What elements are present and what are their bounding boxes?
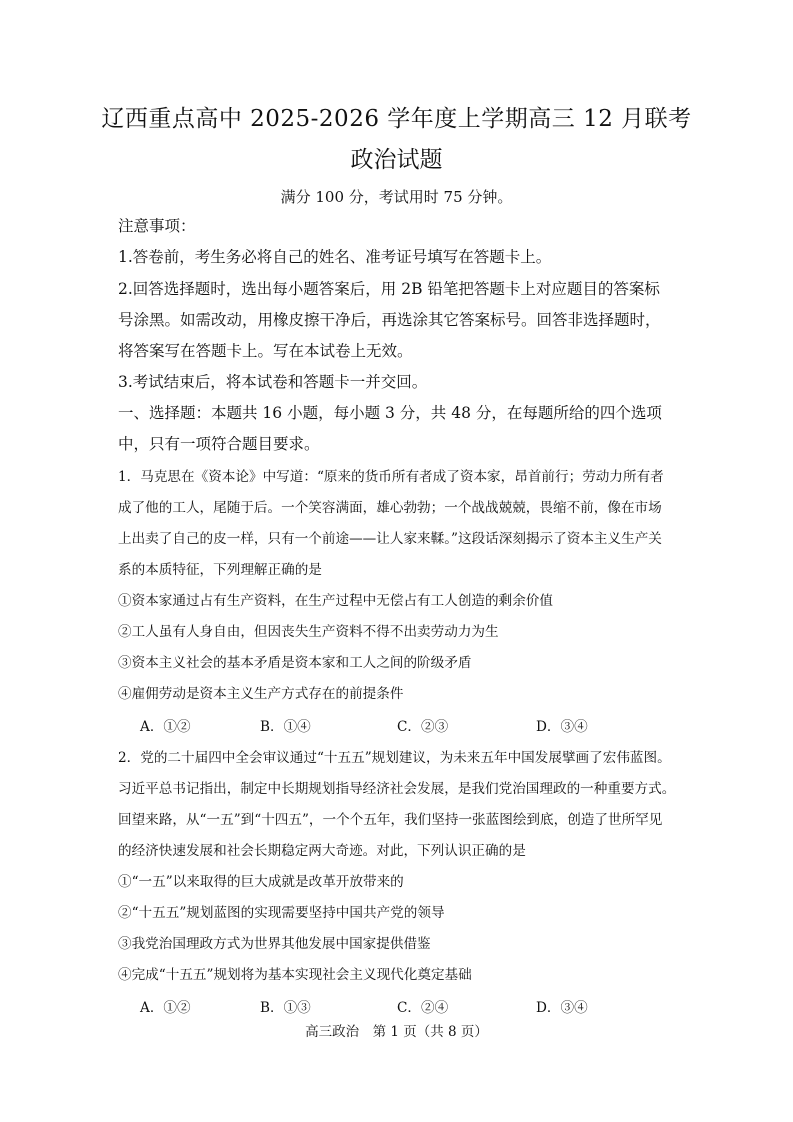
question-stem-line: 系的本质特征，下列理解正确的是 (118, 562, 322, 578)
section-heading-line: 中，只有一项符合题目要求。 (118, 435, 320, 453)
option-d: D．③④ (536, 1000, 588, 1016)
note-line: 2.回答选择题时，选出每小题答案后，用 2B 铅笔把答题卡上对应题目的答案标 (118, 280, 660, 298)
option-c: C．②③ (397, 719, 449, 735)
question-stem-line: 习近平总书记指出，制定中长期规划指导经济社会发展，是我们党治国理政的一种重要方式。 (118, 781, 676, 797)
option-c: C．②④ (397, 1000, 449, 1016)
question-stem-line: 2．党的二十届四中全会审议通过“十五五”规划建议，为未来五年中国发展擘画了宏伟蓝图。 (118, 750, 671, 766)
statement-item: ①“一五”以来取得的巨大成就是改革开放带来的 (118, 874, 404, 890)
option-b: B．①④ (260, 719, 311, 735)
option-b: B．①③ (260, 1000, 311, 1016)
statement-item: ②工人虽有人身自由，但因丧失生产资料不得不出卖劳动力为生 (118, 624, 499, 640)
notes-heading: 注意事项： (118, 217, 196, 235)
question-stem-line: 的经济快速发展和社会长期稳定两大奇迹。对此，下列认识正确的是 (118, 843, 526, 859)
score-info: 满分 100 分，考试用时 75 分钟。 (280, 188, 513, 206)
note-line: 号涂黑。如需改动，用橡皮擦干净后，再选涂其它答案标号。回答非选择题时， (118, 311, 661, 329)
note-line: 3.考试结束后，将本试卷和答题卡一并交回。 (118, 373, 428, 391)
statement-item: ③我党治国理政方式为世界其他发展中国家提供借鉴 (118, 936, 431, 952)
exam-title: 辽西重点高中 2025-2026 学年度上学期高三 12 月联考 (101, 106, 692, 132)
note-line: 将答案写在答题卡上。写在本试卷上无效。 (118, 342, 413, 360)
statement-item: ④雇佣劳动是资本主义生产方式存在的前提条件 (118, 686, 404, 702)
question-stem-line: 上出卖了自己的皮一样，只有一个前途——让人家来鞣。”这段话深刻揭示了资本主义生产关 (118, 531, 662, 547)
question-stem-line: 1．马克思在《资本论》中写道：“原来的货币所有者成了资本家，昂首前行；劳动力所有者 (118, 469, 664, 485)
statement-item: ③资本主义社会的基本矛盾是资本家和工人之间的阶级矛盾 (118, 655, 472, 671)
question-stem-line: 回望来路，从“一五”到“十四五”，一个个五年，我们坚持一张蓝图绘到底，创造了世所罕见 (118, 812, 663, 828)
page-footer: 高三政治 第 1 页（共 8 页） (305, 1024, 488, 1040)
statement-item: ④完成“十五五”规划将为基本实现社会主义现代化奠定基础 (118, 967, 472, 983)
section-heading-line: 一、选择题：本题共 16 小题，每小题 3 分，共 48 分，在每题所给的四个选项 (118, 404, 662, 422)
option-a: A．①② (140, 1000, 191, 1016)
option-a: A．①② (140, 719, 191, 735)
exam-subtitle: 政治试题 (350, 147, 443, 173)
statement-item: ②“十五五”规划蓝图的实现需要坚持中国共产党的领导 (118, 905, 445, 921)
note-line: 1.答卷前，考生务必将自己的姓名、准考证号填写在答题卡上。 (118, 248, 552, 266)
statement-item: ①资本家通过占有生产资料，在生产过程中无偿占有工人创造的剩余价值 (118, 593, 553, 609)
question-stem-line: 成了他的工人，尾随于后。一个笑容满面，雄心勃勃；一个战战兢兢，畏缩不前，像在市场 (118, 500, 662, 516)
option-d: D．③④ (536, 719, 588, 735)
